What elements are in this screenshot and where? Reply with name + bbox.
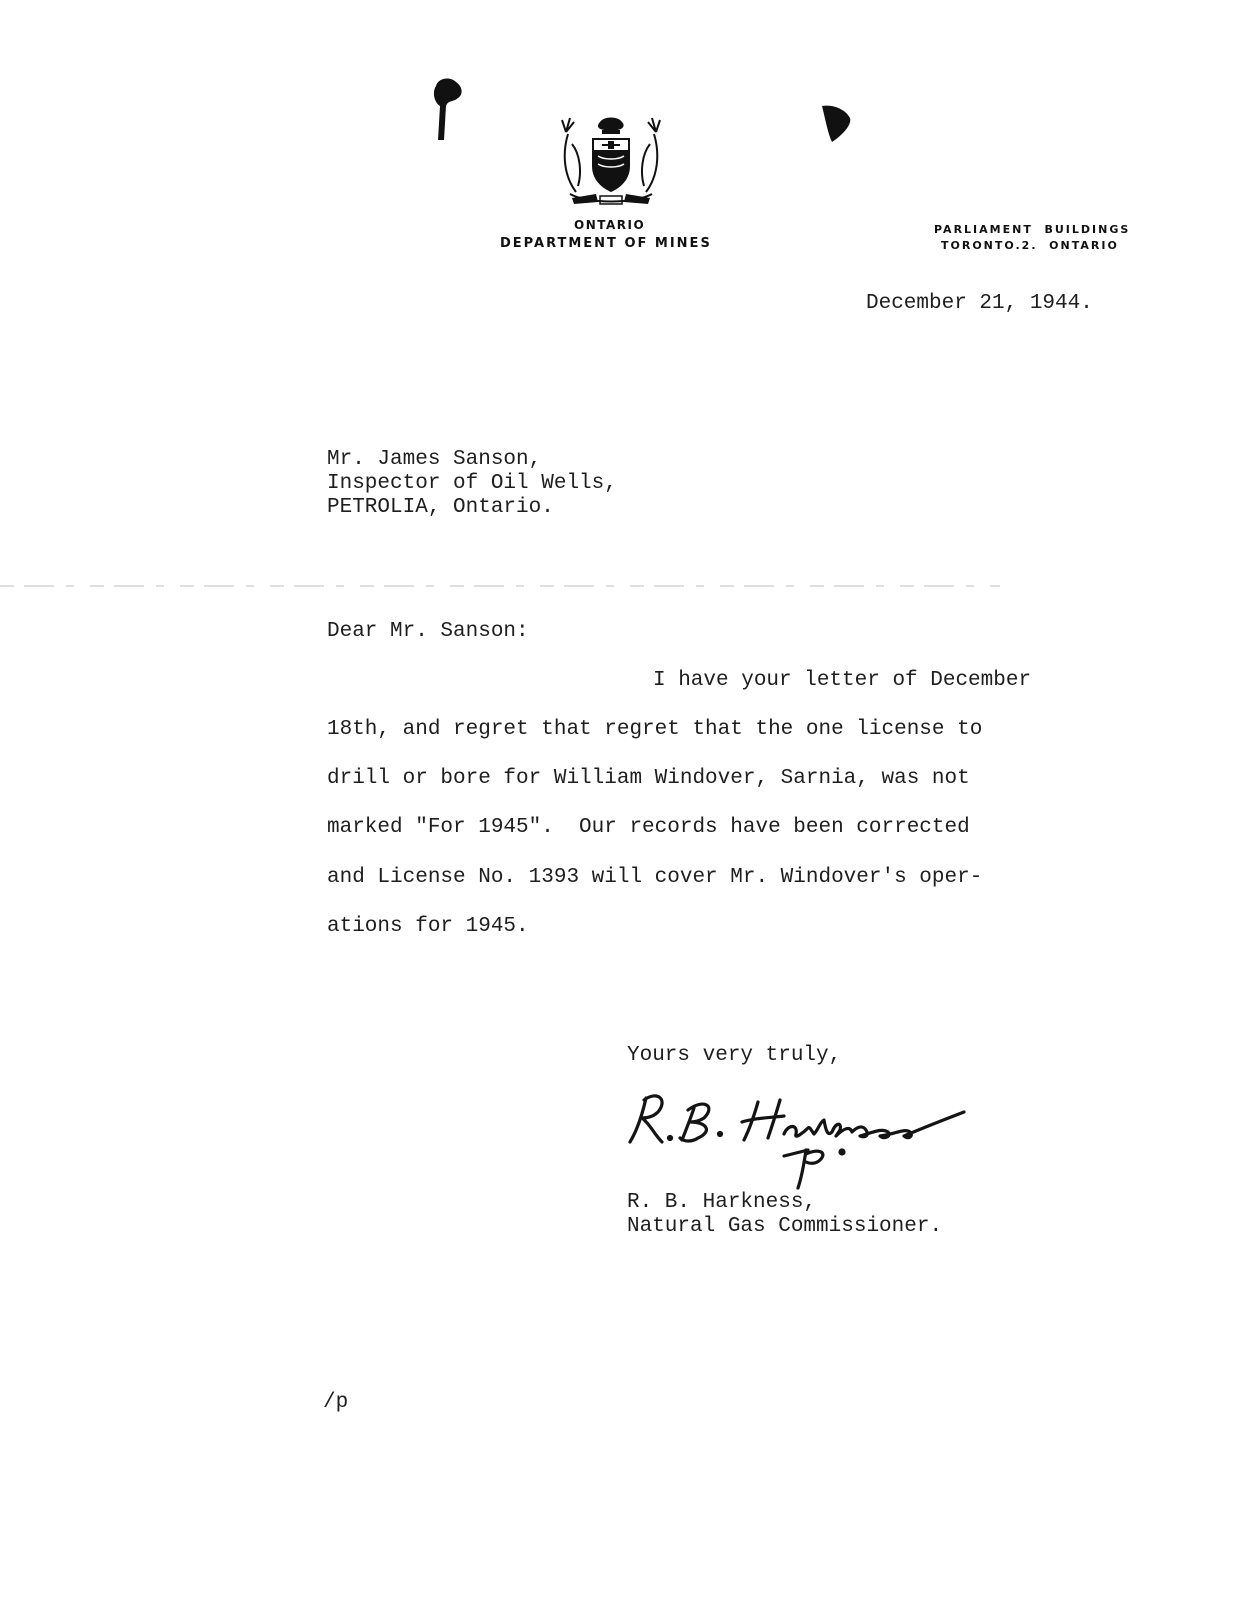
ink-blot-right bbox=[820, 104, 856, 144]
handwritten-signature bbox=[628, 1092, 974, 1204]
letterhead-province: ONTARIO bbox=[574, 218, 646, 232]
letterhead-address-line1: PARLIAMENT BUILDINGS bbox=[934, 223, 1131, 236]
body-line: drill or bore for William Windover, Sarnia, was not bbox=[327, 767, 970, 790]
letterhead-department: DEPARTMENT OF MINES bbox=[500, 236, 712, 251]
ontario-coat-of-arms-icon bbox=[558, 114, 664, 206]
typist-initials: /p bbox=[323, 1391, 349, 1414]
body-line: marked "For 1945". Our records have been corrected bbox=[327, 816, 970, 839]
letterhead-address-line2: TORONTO.2. ONTARIO bbox=[941, 239, 1119, 252]
scan-artifact-line bbox=[0, 585, 1000, 587]
body-line: I have your letter of December bbox=[653, 669, 1032, 692]
salutation: Dear Mr. Sanson: bbox=[327, 620, 529, 643]
signer-title: Natural Gas Commissioner. bbox=[627, 1215, 943, 1238]
letter-date: December 21, 1944. bbox=[866, 292, 1093, 315]
recipient-name: Mr. James Sanson, bbox=[327, 448, 542, 471]
recipient-location: PETROLIA, Ontario. bbox=[327, 496, 554, 519]
body-line: and License No. 1393 will cover Mr. Windover's oper- bbox=[327, 866, 983, 889]
body-line: ations for 1945. bbox=[327, 915, 529, 938]
body-line: 18th, and regret that regret that the one license to bbox=[327, 718, 983, 741]
recipient-title: Inspector of Oil Wells, bbox=[327, 472, 617, 495]
closing: Yours very truly, bbox=[627, 1044, 842, 1067]
signer-name: R. B. Harkness, bbox=[627, 1191, 817, 1214]
ink-blot-left bbox=[428, 76, 468, 142]
